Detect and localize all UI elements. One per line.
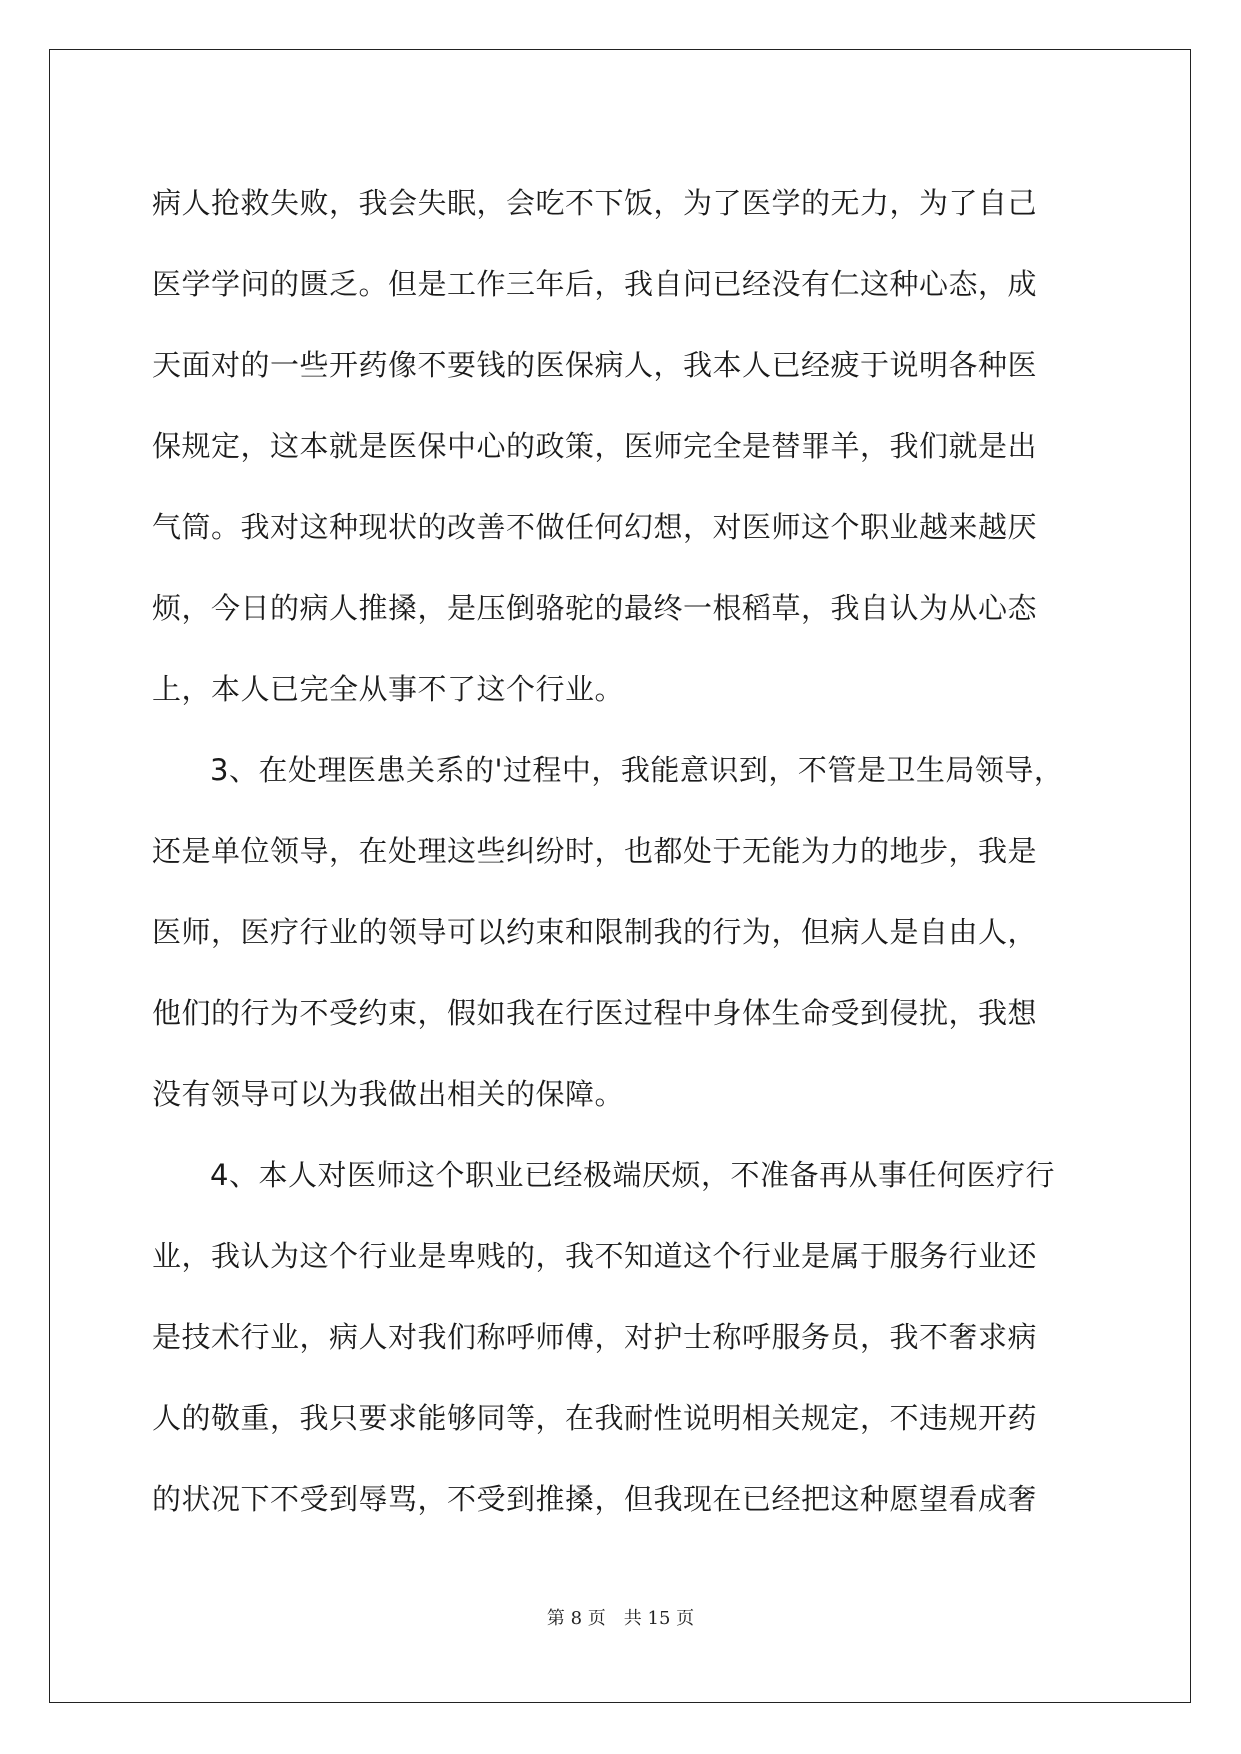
text-line: 医师，医疗行业的领导可以约束和限制我的行为，但病人是自由人， xyxy=(152,915,1038,949)
text-line: 天面对的一些开药像不要钱的医保病人，我本人已经疲于说明各种医 xyxy=(152,348,1038,382)
text-line: 还是单位领导，在处理这些纠纷时，也都处于无能为力的地步，我是 xyxy=(152,834,1038,868)
text-line: 气筒。我对这种现状的改善不做任何幻想，对医师这个职业越来越厌 xyxy=(152,510,1038,544)
document-body xyxy=(152,163,1092,1540)
page-number-footer: 第 8 页 共 15 页 xyxy=(546,1608,695,1629)
text-line: 3、在处理医患关系的'过程中，我能意识到，不管是卫生局领导， xyxy=(210,753,1064,787)
text-line: 业，我认为这个行业是卑贱的，我不知道这个行业是属于服务行业还 xyxy=(152,1239,1038,1273)
text-line: 的状况下不受到辱骂，不受到推搡，但我现在已经把这种愿望看成奢 xyxy=(152,1482,1038,1516)
text-line: 医学学问的匮乏。但是工作三年后，我自问已经没有仁这种心态，成 xyxy=(152,267,1038,301)
text-line: 4、本人对医师这个职业已经极端厌烦，不准备再从事任何医疗行 xyxy=(210,1158,1055,1192)
text-line: 没有领导可以为我做出相关的保障。 xyxy=(152,1077,625,1111)
text-line: 病人抢救失败，我会失眠，会吃不下饭，为了医学的无力，为了自己 xyxy=(152,186,1038,220)
text-line: 保规定，这本就是医保中心的政策，医师完全是替罪羊，我们就是出 xyxy=(152,429,1038,463)
text-line: 上，本人已完全从事不了这个行业。 xyxy=(152,672,625,706)
text-line: 是技术行业，病人对我们称呼师傅，对护士称呼服务员，我不奢求病 xyxy=(152,1320,1038,1354)
text-line: 烦，今日的病人推搡，是压倒骆驼的最终一根稻草，我自认为从心态 xyxy=(152,591,1038,625)
text-line: 他们的行为不受约束，假如我在行医过程中身体生命受到侵扰，我想 xyxy=(152,996,1038,1030)
text-line: 人的敬重，我只要求能够同等，在我耐性说明相关规定，不违规开药 xyxy=(152,1401,1038,1435)
